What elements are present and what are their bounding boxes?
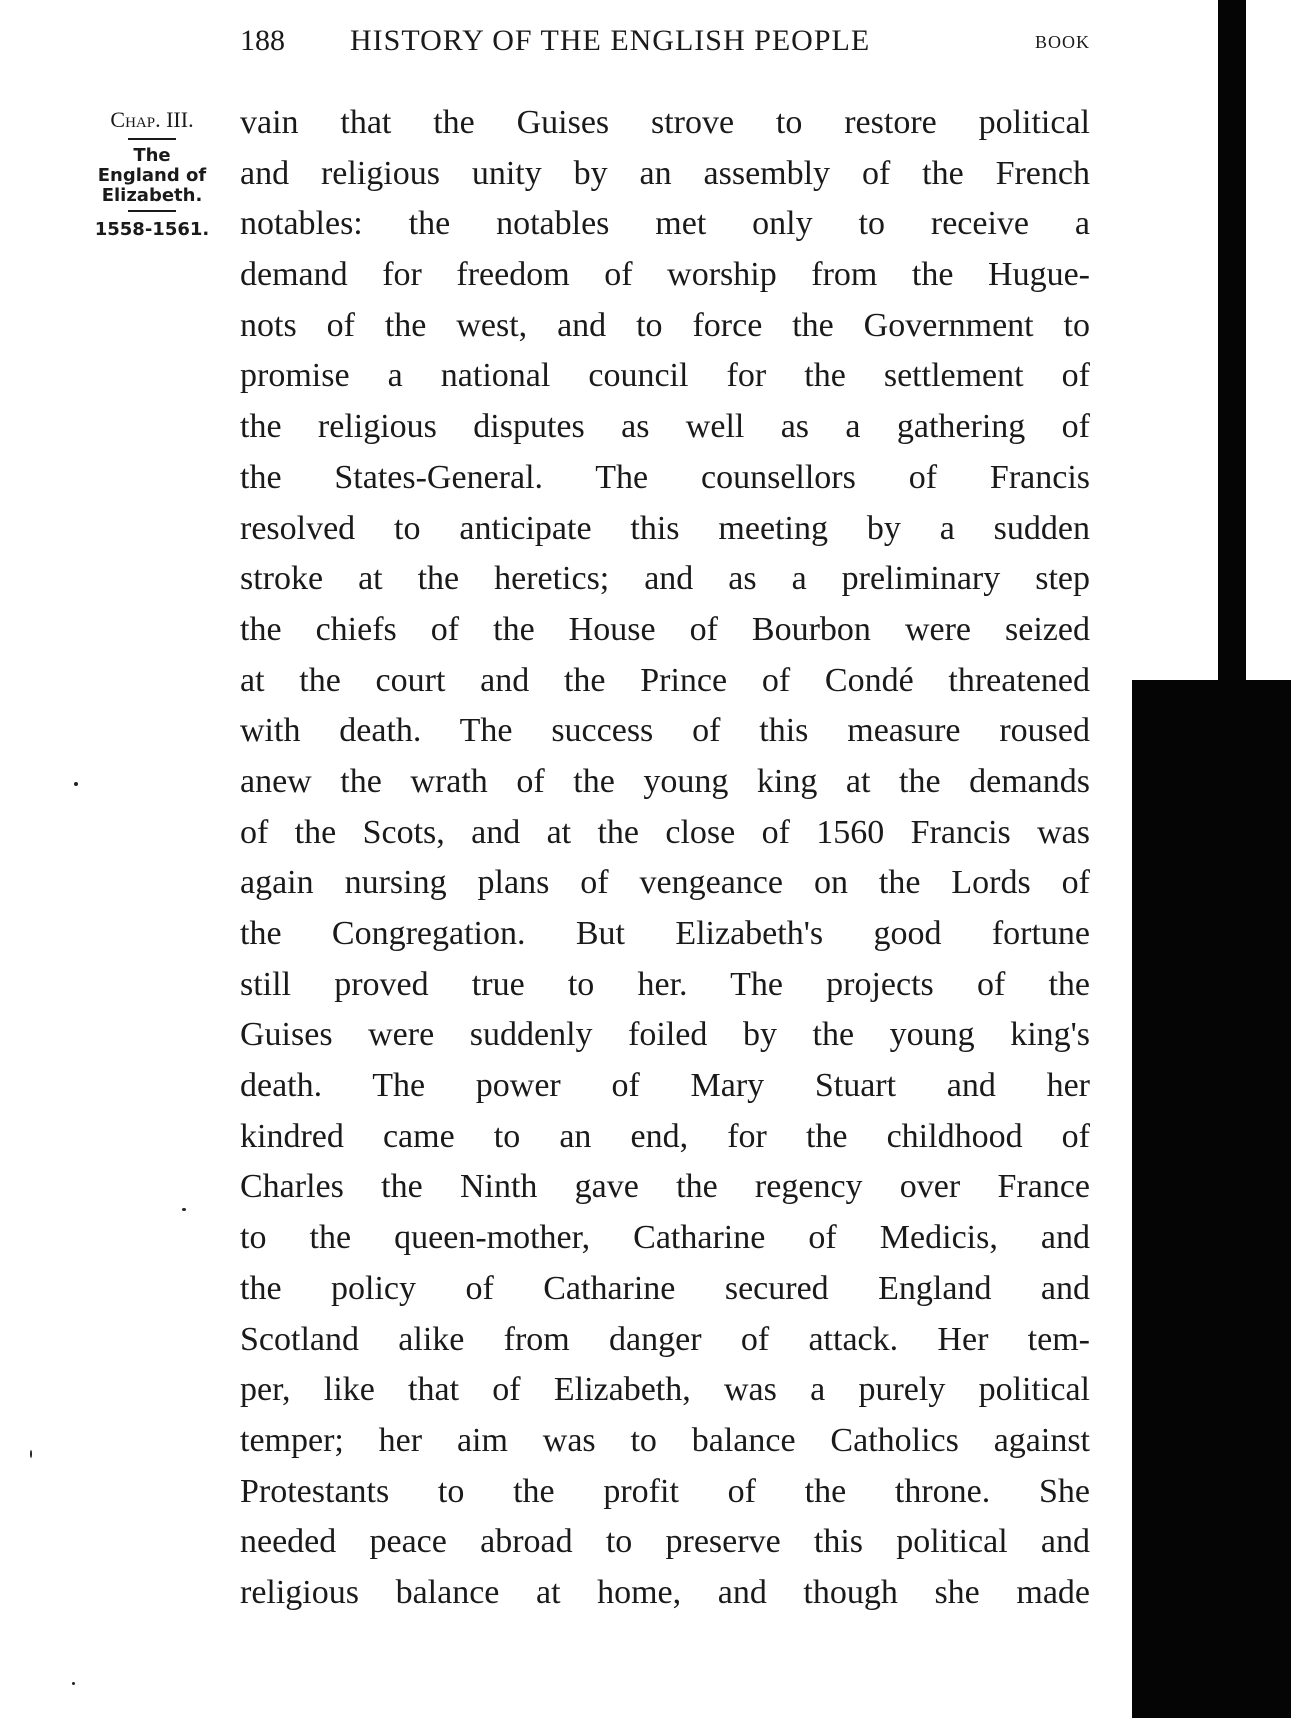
- text-line: the policy of Catharine secured England and: [240, 1269, 1090, 1307]
- text-line: promise a national council for the settlement of: [240, 357, 1090, 395]
- running-title: HISTORY OF THE ENGLISH PEOPLE: [350, 24, 871, 57]
- text-line: Protestants to the profit of the throne. She: [240, 1472, 1090, 1510]
- text-line: demand for freedom of worship from the Hugue-: [240, 256, 1090, 294]
- text-line: religious balance at home, and though she made: [240, 1573, 1090, 1611]
- text-line: anew the wrath of the young king at the demands: [240, 762, 1090, 800]
- text-line: notables: the notables met only to receive a: [240, 205, 1090, 243]
- scan-edge-shadow-top: [1218, 0, 1246, 680]
- scan-speck: [182, 1208, 186, 1211]
- text-line: and religious unity by an assembly of the French: [240, 154, 1090, 192]
- margin-rule: [128, 210, 176, 212]
- side-title-line-2: England of: [97, 165, 207, 186]
- text-line: Guises were suddenly foiled by the young king's: [240, 1016, 1090, 1054]
- side-title-line-1: The: [133, 145, 171, 166]
- text-line: at the court and the Prince of Condé threatened: [240, 661, 1090, 699]
- text-line: Charles the Ninth gave the regency over France: [240, 1168, 1090, 1206]
- margin-rule: [128, 138, 176, 140]
- text-line: the religious disputes as well as a gathering of: [240, 408, 1090, 446]
- text-line: nots of the west, and to force the Government to: [240, 306, 1090, 344]
- chapter-label: Chap. III.: [110, 107, 194, 132]
- page-number: 188: [240, 24, 285, 57]
- margin-notes: [82, 106, 222, 242]
- text-line: again nursing plans of vengeance on the Lords of: [240, 864, 1090, 902]
- text-line: kindred came to an end, for the childhood of: [240, 1117, 1090, 1155]
- date-range: 1558-1561.: [94, 219, 210, 240]
- text-line: to the queen-mother, Catharine of Medicis, and: [240, 1219, 1090, 1257]
- text-line: the States-General. The counsellors of Francis: [240, 458, 1090, 496]
- scan-speck: [74, 782, 78, 786]
- text-line: the Congregation. But Elizabeth's good fortune: [240, 915, 1090, 952]
- body-text: [240, 98, 1090, 1619]
- text-line: with death. The success of this measure roused: [240, 712, 1090, 750]
- text-line: death. The power of Mary Stuart and her: [240, 1067, 1090, 1105]
- book-label: BOOK: [1034, 32, 1090, 52]
- text-line: temper; her aim was to balance Catholics against: [240, 1421, 1090, 1459]
- text-line: resolved to anticipate this meeting by a sudden: [240, 509, 1090, 547]
- text-line: vain that the Guises strove to restore political: [240, 104, 1090, 141]
- page-header: [240, 24, 1090, 64]
- text-line: per, like that of Elizabeth, was a purely political: [240, 1371, 1090, 1409]
- scan-edge-shadow: [1132, 680, 1291, 1718]
- text-line: stroke at the heretics; and as a preliminary step: [240, 560, 1090, 598]
- text-line: of the Scots, and at the close of 1560 Francis was: [240, 813, 1090, 851]
- scan-speck: [30, 1450, 32, 1458]
- side-title-line-3: Elizabeth.: [101, 185, 203, 206]
- scan-speck: [72, 1682, 75, 1685]
- text-line: the chiefs of the House of Bourbon were seized: [240, 610, 1090, 648]
- text-line: still proved true to her. The projects of the: [240, 965, 1090, 1003]
- text-line: Scotland alike from danger of attack. Her tem-: [240, 1320, 1090, 1358]
- text-line: needed peace abroad to preserve this political and: [240, 1523, 1090, 1561]
